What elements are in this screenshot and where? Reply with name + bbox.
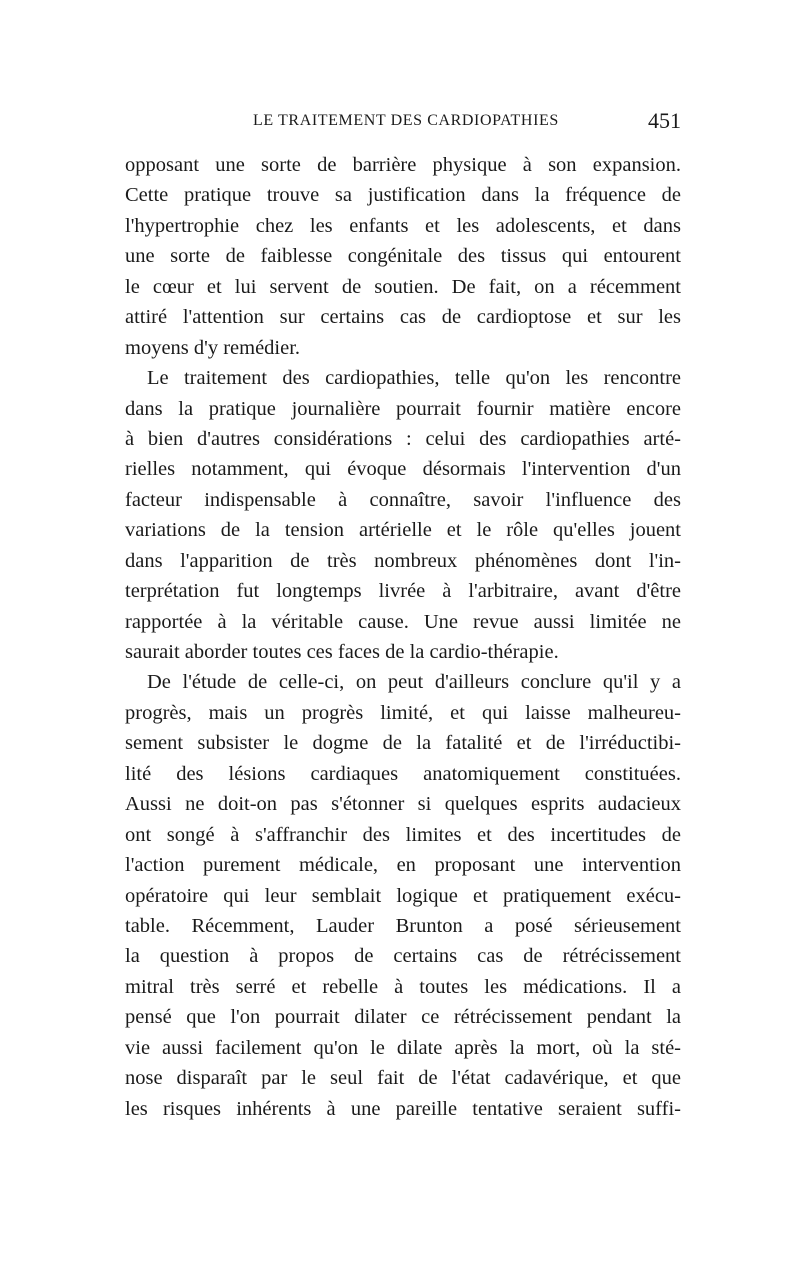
text-line: variations de la tension artérielle et le rôle qu'elles jouent <box>125 519 681 542</box>
text-line: Le traitement des cardiopathies, telle qu'on les rencontre <box>147 367 681 390</box>
text-line: saurait aborder toutes ces faces de la cardio-thérapie. <box>125 641 559 663</box>
text-line: Cette pratique trouve sa justification dans la fréquence de <box>125 184 681 207</box>
text-line: moyens d'y remédier. <box>125 336 301 359</box>
text-line: la question à propos de certains cas de rétrécissement <box>125 945 681 968</box>
text-line: table. Récemment, Lauder Brunton a posé sérieusement <box>125 914 681 937</box>
text-line: Aussi ne doit-on pas s'étonner si quelques esprits audacieux <box>125 793 681 816</box>
text-line: pensé que l'on pourrait dilater ce rétrécissement pendant la <box>125 1006 681 1029</box>
text-line: sement subsister le dogme de la fatalité et de l'irréductibi- <box>125 732 681 755</box>
text-line: une sorte de faiblesse congénitale des tissus qui entourent <box>125 245 681 268</box>
body-text <box>125 150 681 1124</box>
text-line: dans la pratique journalière pourrait fournir matière encore <box>125 397 681 420</box>
running-title: LE TRAITEMENT DES CARDIOPATHIES <box>253 112 559 129</box>
running-header <box>125 108 681 138</box>
text-line: progrès, mais un progrès limité, et qui laisse malheureu- <box>125 701 681 724</box>
text-line: l'action purement médicale, en proposant une intervention <box>125 854 681 877</box>
text-line: attiré l'attention sur certains cas de cardioptose et sur les <box>125 306 681 329</box>
text-line: facteur indispensable à connaître, savoir l'influence des <box>125 488 681 511</box>
text-line: opposant une sorte de barrière physique à son expansion. <box>125 154 681 176</box>
text-line: lité des lésions cardiaques anatomiquement constituées. <box>125 762 681 785</box>
text-line: nose disparaît par le seul fait de l'état cadavérique, et que <box>125 1067 681 1090</box>
text-line: à bien d'autres considérations : celui des cardiopathies arté- <box>125 427 681 450</box>
text-line: le cœur et lui servent de soutien. De fait, on a récemment <box>125 275 681 298</box>
text-line: opératoire qui leur semblait logique et pratiquement exécu- <box>125 884 681 907</box>
text-line: mitral très serré et rebelle à toutes les médications. Il a <box>125 975 681 998</box>
text-line: rapportée à la véritable cause. Une revue aussi limitée ne <box>125 610 681 633</box>
text-line: ont songé à s'affranchir des limites et des incertitudes de <box>125 823 681 846</box>
text-line: terprétation fut longtemps livrée à l'arbitraire, avant d'être <box>125 580 681 603</box>
text-line: De l'étude de celle-ci, on peut d'ailleurs conclure qu'il y a <box>147 671 681 694</box>
text-line: vie aussi facilement qu'on le dilate après la mort, où la sté- <box>125 1036 681 1059</box>
text-line: les risques inhérents à une pareille tentative seraient suffi- <box>125 1097 681 1120</box>
page-number: 451 <box>648 108 681 133</box>
text-line: l'hypertrophie chez les enfants et les adolescents, et dans <box>125 214 681 237</box>
text-line: dans l'apparition de très nombreux phénomènes dont l'in- <box>125 549 681 572</box>
text-line: rielles notamment, qui évoque désormais l'intervention d'un <box>125 458 681 481</box>
